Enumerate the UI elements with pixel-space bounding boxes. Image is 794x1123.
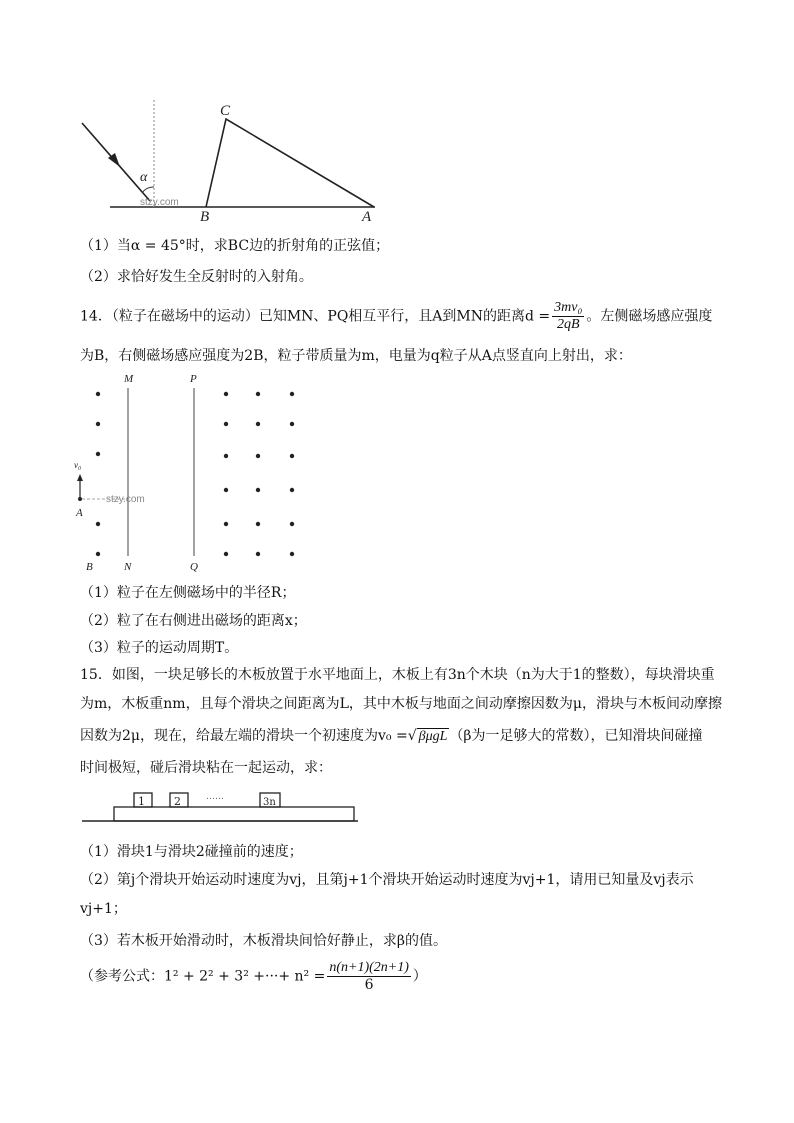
- q14-line1-pre: 14．（粒子在磁场中的运动）已知MN、PQ相互平行，且A到MN的距离d =: [80, 308, 551, 325]
- q14-line1-post: 。左侧磁场感应强度: [586, 308, 713, 325]
- label-v0: v₀: [74, 460, 82, 470]
- label-a: A: [362, 209, 372, 225]
- q15-line3-pre: 因数为2μ，现在，给最左端的滑块一个初速度为v₀ =: [80, 728, 408, 744]
- q15-part2b: vj+1；: [80, 901, 127, 917]
- label-n: N: [124, 561, 132, 573]
- formula-fraction: [327, 960, 411, 993]
- label-q: Q: [190, 561, 198, 573]
- point-a: [78, 497, 82, 501]
- q14-frac-num: 3mv₀: [554, 300, 583, 315]
- q14-line2: 为B，右侧磁场感应强度为2B，粒子带质量为m，电量为q粒子从A点竖直向上射出，求：: [80, 348, 632, 364]
- left-field-dots: [96, 392, 100, 556]
- right-field-dots: [224, 392, 294, 556]
- q15-line2: 为m，木板重nm，且每个滑块之间距离为L，其中木板与地面之间动摩擦因数为μ，滑块与木板间动摩擦: [80, 696, 722, 712]
- q14-line1: [80, 300, 712, 333]
- q15-part2: （2）第j个滑块开始运动时速度为vj，且第j+1个滑块开始运动时速度为vj+1，请用已知量及vj表示: [80, 872, 694, 888]
- label-b: B: [86, 561, 93, 573]
- q14-part3: （3）粒子的运动周期T。: [80, 640, 239, 656]
- formula-den: 6: [364, 977, 374, 993]
- watermark: stzy.com: [106, 494, 145, 505]
- q15-line4: 时间极短，碰后滑块粘在一起运动，求：: [80, 760, 332, 776]
- formula-post: ）: [412, 968, 427, 985]
- label-a: A: [76, 507, 83, 519]
- formula-pre: （参考公式：1² + 2² + 3² +···+ n² =: [80, 968, 326, 985]
- label-m: M: [124, 373, 134, 385]
- reference-formula: [80, 960, 427, 993]
- prism-figure: [70, 95, 390, 225]
- blocks-figure: [78, 783, 368, 833]
- q15-part1: （1）滑块1与滑块2碰撞前的速度；: [80, 844, 303, 860]
- formula-num: n(n+1)(2n+1): [329, 960, 409, 975]
- q13-part1: （1）当α = 45°时，求BC边的折射角的正弦值；: [80, 238, 390, 254]
- magnetic-field-figure: [70, 370, 330, 575]
- block-1-label: 1: [138, 795, 145, 808]
- label-c: C: [220, 103, 231, 119]
- q15-line3-post: （β为一足够大的常数），已知滑块间碰撞: [449, 728, 703, 744]
- q15-sqrt-content: βμgL: [418, 729, 448, 744]
- q14-part2: （2）粒了在右侧进出磁场的距离x；: [80, 613, 307, 629]
- label-b: B: [200, 209, 210, 225]
- alpha-arc: [142, 187, 154, 193]
- q15-line3: [80, 726, 703, 747]
- dots-label: ……: [206, 792, 224, 802]
- q14-frac-den: 2qB: [556, 317, 580, 332]
- prism-triangle: [206, 119, 374, 207]
- label-p: P: [190, 373, 197, 385]
- block-2-label: 2: [174, 795, 181, 808]
- sqrt-sign: √: [407, 728, 417, 744]
- q14-part1: （1）粒子在左侧磁场中的半径R；: [80, 585, 296, 601]
- q15-part3: （3）若木板开始滑动时，木板滑块间恰好静止，求β的值。: [80, 933, 447, 949]
- q13-part2: （2）求恰好发生全反射时的入射角。: [80, 269, 313, 285]
- watermark: stzy.com: [140, 197, 179, 208]
- label-alpha: α: [140, 170, 148, 185]
- q15-line1: 15．如图，一块足够长的木板放置于水平地面上，木板上有3n个木块（n为大于1的整数），每块滑块重: [80, 667, 715, 683]
- wood-board: [114, 807, 354, 821]
- q14-fraction: [552, 300, 584, 333]
- v0-arrowhead: [77, 474, 83, 481]
- block-3n-label: 3n: [263, 797, 276, 808]
